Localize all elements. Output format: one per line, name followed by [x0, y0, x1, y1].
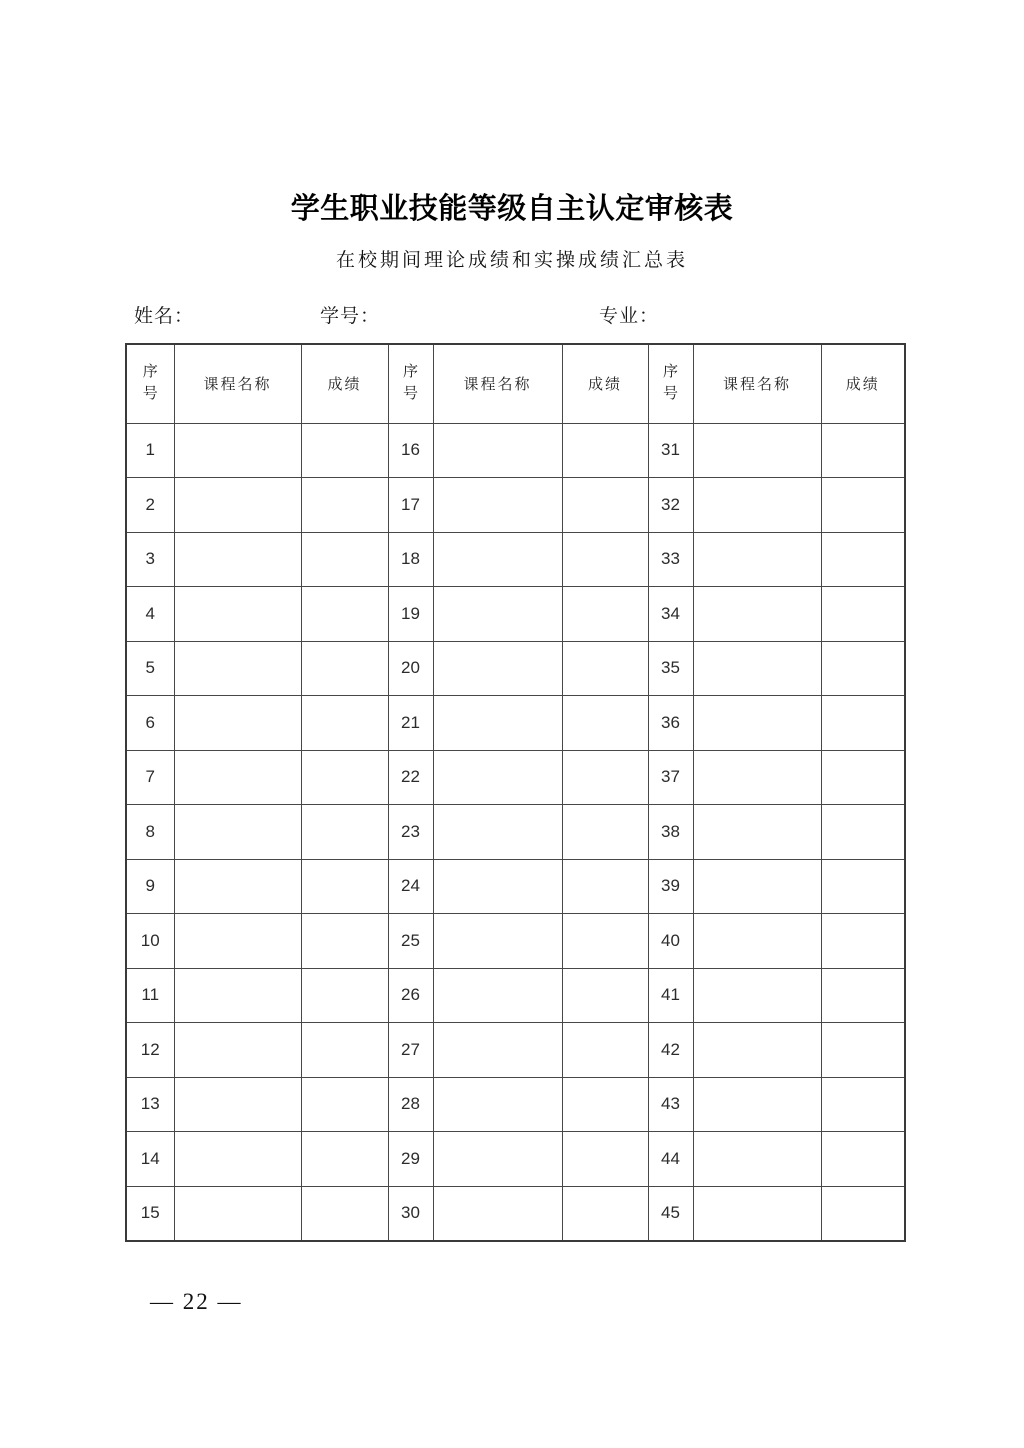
table-row — [126, 641, 905, 696]
score-cell — [821, 696, 905, 751]
course-cell — [693, 478, 821, 533]
course-cell — [693, 423, 821, 478]
course-cell — [174, 1023, 301, 1078]
seq-cell: 23 — [388, 805, 433, 860]
seq-cell: 42 — [648, 1023, 693, 1078]
course-cell — [433, 423, 562, 478]
page-subtitle: 在校期间理论成绩和实操成绩汇总表 — [335, 250, 688, 271]
name-label: 姓名： — [134, 306, 195, 327]
course-cell — [433, 1186, 562, 1241]
course-cell — [433, 805, 562, 860]
seq-cell: 14 — [126, 1132, 174, 1187]
course-cell — [174, 587, 301, 642]
table-row — [126, 1186, 905, 1241]
table-header-row — [126, 344, 905, 423]
seq-cell: 29 — [388, 1132, 433, 1187]
seq-cell: 12 — [126, 1023, 174, 1078]
score-cell — [821, 1132, 905, 1187]
seq-cell: 31 — [648, 423, 693, 478]
course-cell — [693, 1023, 821, 1078]
score-header: 成绩 — [562, 344, 648, 423]
table-row — [126, 805, 905, 860]
course-cell — [433, 968, 562, 1023]
score-cell — [301, 968, 388, 1023]
course-cell — [174, 1132, 301, 1187]
seq-cell: 1 — [126, 423, 174, 478]
seq-cell: 2 — [126, 478, 174, 533]
course-cell — [433, 696, 562, 751]
seq-header-char-top: 序 — [662, 364, 678, 381]
score-cell — [821, 805, 905, 860]
course-cell — [693, 968, 821, 1023]
seq-cell: 17 — [388, 478, 433, 533]
table-row — [126, 478, 905, 533]
table-body — [126, 423, 905, 1241]
seq-cell: 25 — [388, 914, 433, 969]
score-cell — [821, 423, 905, 478]
score-cell — [301, 1186, 388, 1241]
seq-cell: 26 — [388, 968, 433, 1023]
course-cell — [174, 914, 301, 969]
course-cell — [693, 914, 821, 969]
seq-header — [388, 344, 433, 423]
course-cell — [174, 641, 301, 696]
seq-cell: 13 — [126, 1077, 174, 1132]
course-cell — [693, 532, 821, 587]
course-cell — [174, 750, 301, 805]
seq-cell: 15 — [126, 1186, 174, 1241]
seq-cell: 41 — [648, 968, 693, 1023]
seq-cell: 9 — [126, 859, 174, 914]
course-cell — [693, 641, 821, 696]
table-row — [126, 532, 905, 587]
seq-header-char-bottom: 号 — [402, 386, 418, 403]
score-cell — [562, 641, 648, 696]
course-cell — [174, 968, 301, 1023]
seq-cell: 43 — [648, 1077, 693, 1132]
table-row — [126, 1023, 905, 1078]
course-cell — [433, 1023, 562, 1078]
course-cell — [433, 750, 562, 805]
score-cell — [821, 859, 905, 914]
course-cell — [693, 1077, 821, 1132]
course-cell — [433, 587, 562, 642]
score-cell — [821, 968, 905, 1023]
seq-cell: 18 — [388, 532, 433, 587]
course-cell — [174, 859, 301, 914]
table-row — [126, 1077, 905, 1132]
course-cell — [174, 423, 301, 478]
seq-header-char-bottom: 号 — [142, 386, 158, 403]
course-header: 课程名称 — [693, 344, 821, 423]
score-cell — [562, 423, 648, 478]
seq-header-char-top: 序 — [142, 364, 158, 381]
seq-cell: 7 — [126, 750, 174, 805]
seq-cell: 27 — [388, 1023, 433, 1078]
score-cell — [301, 423, 388, 478]
score-cell — [562, 805, 648, 860]
course-cell — [433, 532, 562, 587]
seq-cell: 34 — [648, 587, 693, 642]
score-cell — [562, 696, 648, 751]
score-cell — [301, 805, 388, 860]
course-cell — [693, 805, 821, 860]
score-cell — [562, 914, 648, 969]
course-cell — [693, 696, 821, 751]
score-cell — [301, 1023, 388, 1078]
seq-cell: 40 — [648, 914, 693, 969]
score-cell — [301, 696, 388, 751]
seq-cell: 39 — [648, 859, 693, 914]
table-row — [126, 859, 905, 914]
score-cell — [301, 478, 388, 533]
scores-table — [125, 343, 906, 1242]
seq-cell: 10 — [126, 914, 174, 969]
table-row — [126, 968, 905, 1023]
table-row — [126, 696, 905, 751]
score-cell — [562, 478, 648, 533]
score-cell — [301, 859, 388, 914]
seq-cell: 22 — [388, 750, 433, 805]
score-cell — [562, 532, 648, 587]
course-cell — [174, 478, 301, 533]
seq-cell: 16 — [388, 423, 433, 478]
seq-cell: 33 — [648, 532, 693, 587]
course-cell — [174, 805, 301, 860]
score-cell — [562, 1186, 648, 1241]
seq-cell: 32 — [648, 478, 693, 533]
score-header: 成绩 — [301, 344, 388, 423]
course-header: 课程名称 — [174, 344, 301, 423]
course-cell — [433, 1132, 562, 1187]
score-cell — [301, 1132, 388, 1187]
seq-cell: 3 — [126, 532, 174, 587]
score-cell — [562, 750, 648, 805]
course-cell — [174, 532, 301, 587]
score-cell — [821, 1186, 905, 1241]
seq-cell: 36 — [648, 696, 693, 751]
course-cell — [693, 859, 821, 914]
score-cell — [821, 641, 905, 696]
score-cell — [821, 750, 905, 805]
score-cell — [821, 478, 905, 533]
seq-cell: 44 — [648, 1132, 693, 1187]
table-row — [126, 750, 905, 805]
info-fields-row — [0, 301, 1024, 331]
seq-cell: 19 — [388, 587, 433, 642]
table-row — [126, 423, 905, 478]
score-cell — [301, 587, 388, 642]
student-no-label: 学号： — [320, 306, 381, 327]
table-row — [126, 1132, 905, 1187]
score-cell — [562, 859, 648, 914]
course-cell — [433, 641, 562, 696]
seq-header — [648, 344, 693, 423]
major-label: 专业： — [599, 306, 660, 327]
table-row — [126, 914, 905, 969]
score-cell — [821, 914, 905, 969]
score-cell — [821, 532, 905, 587]
score-cell — [301, 641, 388, 696]
course-cell — [433, 478, 562, 533]
seq-cell: 28 — [388, 1077, 433, 1132]
course-cell — [693, 1132, 821, 1187]
course-cell — [174, 1077, 301, 1132]
course-cell — [693, 750, 821, 805]
page-title: 学生职业技能等级自主认定审核表 — [290, 193, 734, 225]
seq-cell: 20 — [388, 641, 433, 696]
seq-cell: 21 — [388, 696, 433, 751]
score-cell — [562, 968, 648, 1023]
score-cell — [301, 1077, 388, 1132]
score-header: 成绩 — [821, 344, 905, 423]
score-cell — [821, 1077, 905, 1132]
table-row — [126, 587, 905, 642]
score-cell — [301, 532, 388, 587]
seq-cell: 37 — [648, 750, 693, 805]
course-cell — [693, 1186, 821, 1241]
seq-cell: 6 — [126, 696, 174, 751]
score-cell — [562, 1077, 648, 1132]
course-header: 课程名称 — [433, 344, 562, 423]
seq-header — [126, 344, 174, 423]
score-cell — [301, 914, 388, 969]
seq-header-char-bottom: 号 — [662, 386, 678, 403]
course-cell — [433, 859, 562, 914]
score-cell — [821, 587, 905, 642]
course-cell — [174, 1186, 301, 1241]
seq-cell: 45 — [648, 1186, 693, 1241]
course-cell — [433, 1077, 562, 1132]
seq-cell: 5 — [126, 641, 174, 696]
seq-cell: 38 — [648, 805, 693, 860]
score-cell — [562, 587, 648, 642]
score-cell — [301, 750, 388, 805]
seq-cell: 30 — [388, 1186, 433, 1241]
seq-cell: 11 — [126, 968, 174, 1023]
page-number: — 22 — — [150, 1289, 243, 1314]
score-cell — [562, 1132, 648, 1187]
course-cell — [693, 587, 821, 642]
score-cell — [562, 1023, 648, 1078]
course-cell — [174, 696, 301, 751]
seq-cell: 35 — [648, 641, 693, 696]
seq-cell: 8 — [126, 805, 174, 860]
course-cell — [433, 914, 562, 969]
score-cell — [821, 1023, 905, 1078]
seq-cell: 24 — [388, 859, 433, 914]
seq-header-char-top: 序 — [402, 364, 418, 381]
seq-cell: 4 — [126, 587, 174, 642]
